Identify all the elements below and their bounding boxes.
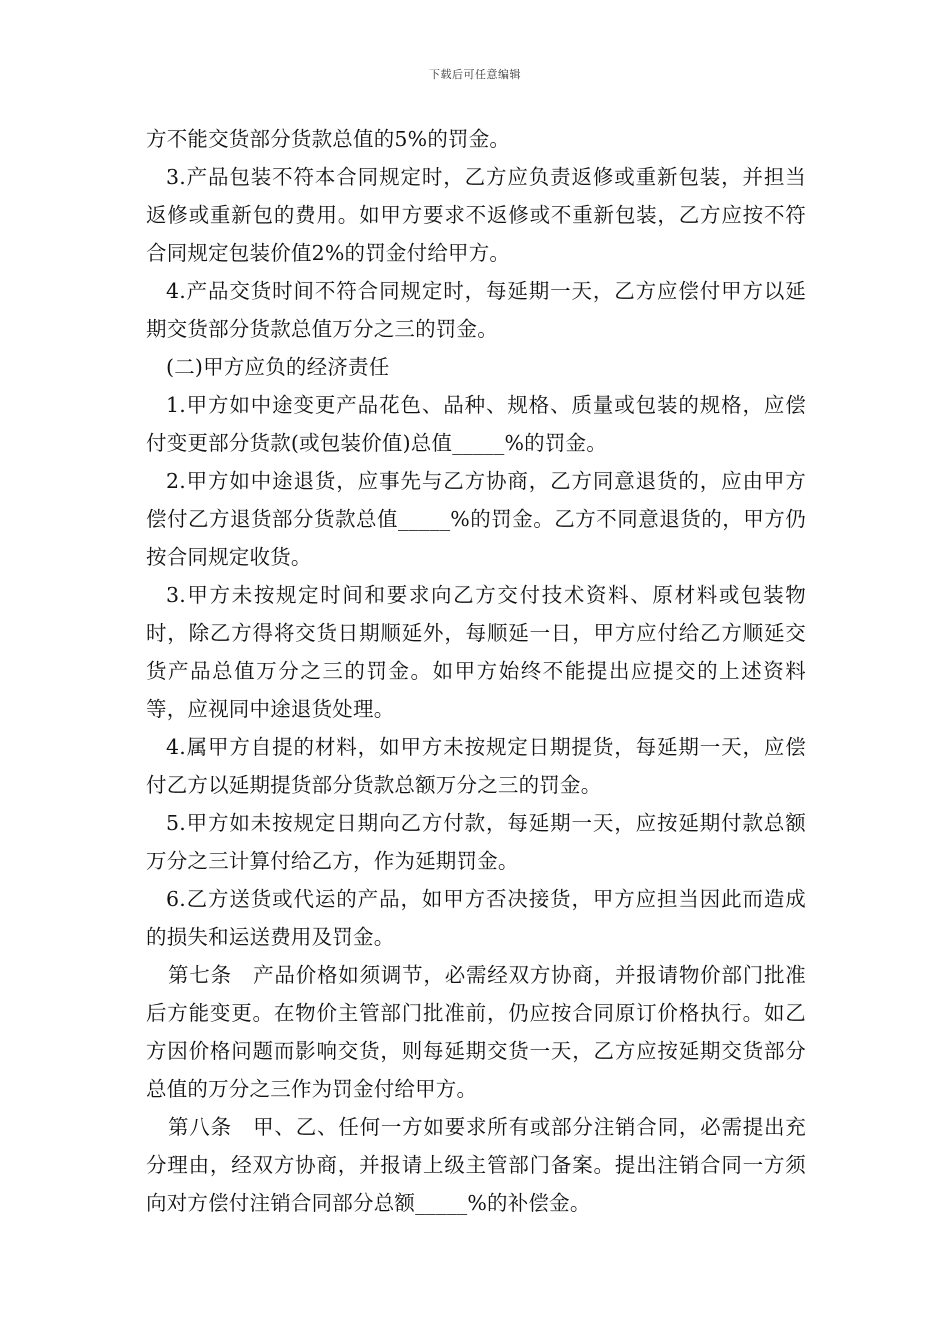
clause-a-payment: 5.甲方如未按规定日期向乙方付款，每延期一天，应按延期付款总额万分之三计算付给乙方，作为延期罚金。: [146, 811, 806, 873]
clause-a-change: 1.甲方如中途变更产品花色、品种、规格、质量或包装的规格，应偿付变更部分货款(或包装价值)总值_____%的罚金。: [146, 393, 806, 455]
section-heading-party-a: (二)甲方应负的经济责任: [166, 355, 390, 379]
clause-a-refuse: 6.乙方送货或代运的产品，如甲方否决接货，甲方应担当因此而造成的损失和运送费用及罚金。: [146, 887, 806, 949]
paragraph-continuation: 方不能交货部分货款总值的5%的罚金。: [146, 127, 511, 151]
page-header: 下载后可任意编辑: [429, 68, 521, 81]
clause-a-materials: 3.甲方未按规定时间和要求向乙方交付技术资料、原材料或包装物时，除乙方得将交货日期顺延外，每顺延一日，甲方应付给乙方顺延交货产品总值万分之三的罚金。如甲方始终不能提出应提交的上述资料等，应视同中途退货处理。: [146, 583, 806, 721]
clause-a-return: 2.甲方如中途退货，应事先与乙方协商，乙方同意退货的，应由甲方偿付乙方退货部分货款总值_____%的罚金。乙方不同意退货的，甲方仍按合同规定收货。: [146, 469, 806, 569]
clause-a-pickup: 4.属甲方自提的材料，如甲方未按规定日期提货，每延期一天，应偿付乙方以延期提货部分货款总额万分之三的罚金。: [146, 735, 806, 797]
article-eight: 第八条 甲、乙、任何一方如要求所有或部分注销合同，必需提出充分理由，经双方协商，并报请上级主管部门备案。提出注销合同一方须向对方偿付注销合同部分总额_____%的补偿金。: [146, 1115, 806, 1215]
contract-body: [146, 120, 806, 1222]
article-seven: 第七条 产品价格如须调节，必需经双方协商，并报请物价部门批准后方能变更。在物价主管部门批准前，仍应按合同原订价格执行。如乙方因价格问题而影响交货，则每延期交货一天，乙方应按延期交货部分总值的万分之三作为罚金付给甲方。: [146, 963, 806, 1101]
clause-delivery-delay: 4.产品交货时间不符合同规定时，每延期一天，乙方应偿付甲方以延期交货部分货款总值万分之三的罚金。: [146, 279, 806, 341]
clause-packaging: 3.产品包装不符本合同规定时，乙方应负责返修或重新包装，并担当返修或重新包的费用。如甲方要求不返修或不重新包装，乙方应按不符合同规定包装价值2%的罚金付给甲方。: [146, 165, 806, 265]
